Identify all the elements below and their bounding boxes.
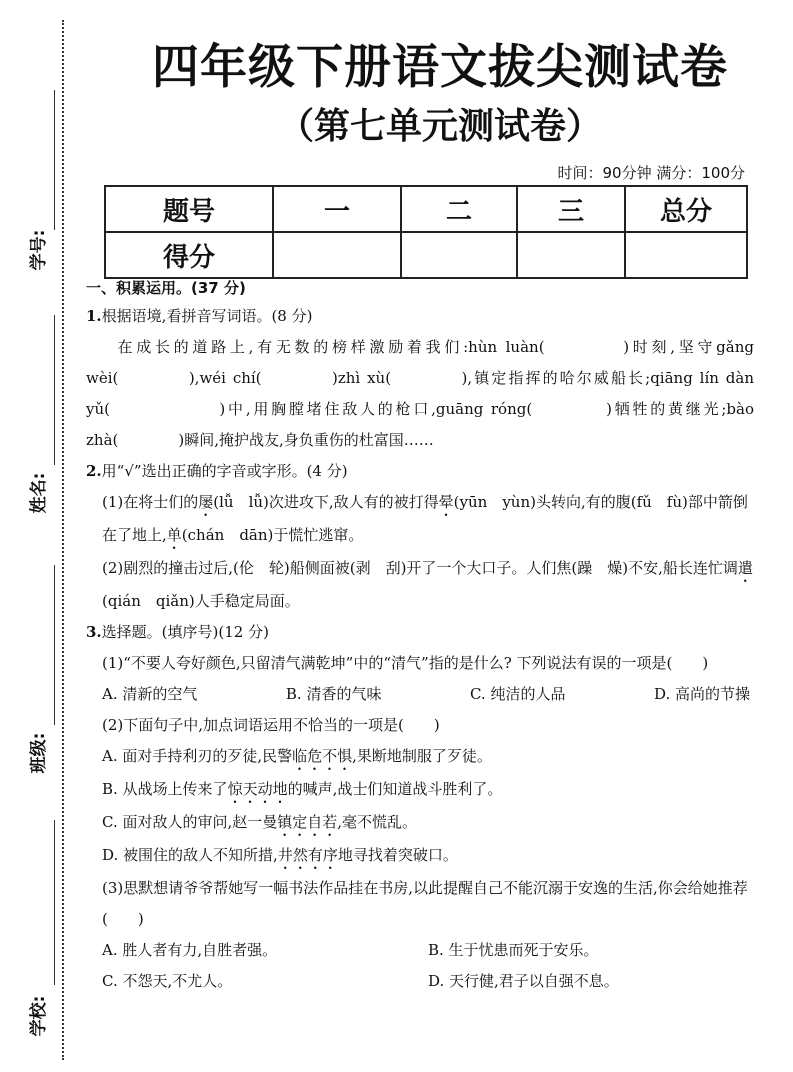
sub-2-option-c xyxy=(86,807,754,840)
exam-time-and-score: 时间：90分钟 满分：100分 xyxy=(557,164,745,182)
dotted-phrase: 镇定自若 xyxy=(277,813,338,831)
text-run: (yūn yùn)头转向,有的腹(fǔ fù)部中箭倒在了地上, xyxy=(102,493,748,544)
question-2-part-1 xyxy=(86,487,754,553)
text-run: (qián qiǎn)人手稳定局面。 xyxy=(102,592,300,610)
question-3-sub-2: (2)下面句子中,加点词语运用不恰当的一项是( ) xyxy=(102,716,440,734)
score-table-cell: 得分 xyxy=(105,232,273,278)
dotted-char: 遣 xyxy=(737,559,753,577)
text-run: (2)剧烈的撞击过后,(伦 轮)船侧面被(剥 刮)开了一个大口子。人们焦(躁 燥)不安,船长连忙调 xyxy=(102,559,738,577)
text-run: ,毫不慌乱。 xyxy=(337,813,418,831)
option-c: C. 不怨天,不尤人。 xyxy=(102,972,233,990)
side-field-student-no xyxy=(14,80,58,270)
score-table-cell: 二 xyxy=(401,186,517,232)
question-text: 用“√”选出正确的字音或字形。(4 分) xyxy=(101,462,348,480)
question-text: 选择题。(填序号)(12 分) xyxy=(101,623,269,641)
name-label: 姓名: xyxy=(28,472,49,514)
text-run: (lǚ lǚ)次进攻下,敌人有的被打得 xyxy=(213,493,439,511)
question-3-sub-1: (1)“不要人夸好颜色,只留清气满乾坤”中的“清气”指的是什么? 下列说法有误的一项是( ) xyxy=(102,654,709,672)
question-text: 根据语境,看拼音写词语。(8 分) xyxy=(101,307,313,325)
binding-dotted-line xyxy=(62,20,64,1060)
side-field-name xyxy=(14,315,58,515)
school-write-line xyxy=(54,820,55,985)
question-2-part-2 xyxy=(86,553,754,617)
text-run: B. 从战场上传来了 xyxy=(102,780,228,798)
page-subtitle: （第七单元测试卷） xyxy=(277,106,602,147)
school-label: 学校: xyxy=(28,995,49,1037)
class-label: 班级: xyxy=(28,732,49,774)
question-1-passage: 在成长的道路上,有无数的榜样激励着我们:hùn luàn( )时刻,坚守gǎng wèi( ),wéi chí( )zhì xù( ),镇定指挥的哈尔威船长;qiāng lín dàn yǔ( )中,用胸膛堵住敌人的枪口,guāng róng( )牺牲的黄继光;bào zhà( )瞬间,掩护战友,身负重伤的杜富国…… xyxy=(86,338,754,449)
student-no-write-line xyxy=(54,90,55,230)
dotted-char: 晕 xyxy=(438,493,454,511)
score-input-cell-3[interactable] xyxy=(517,232,625,278)
class-write-line xyxy=(54,565,55,725)
text-run: (chán dān)于慌忙逃窜。 xyxy=(181,526,364,544)
question-number: 2. xyxy=(86,462,102,480)
option-d: D. 高尚的节操 xyxy=(653,685,750,703)
student-no-label: 学号: xyxy=(28,229,49,271)
text-run: D. 被围住的敌人不知所措, xyxy=(102,846,278,864)
question-3-sub-3-options-row2 xyxy=(86,966,754,997)
score-table-cell: 三 xyxy=(517,186,625,232)
name-write-line xyxy=(54,315,55,465)
sub-2-option-a xyxy=(86,741,754,774)
question-number: 1. xyxy=(86,307,102,325)
dotted-char: 单 xyxy=(166,526,182,544)
option-c: C. 纯洁的人品 xyxy=(469,685,566,703)
score-table-cell: 一 xyxy=(273,186,401,232)
score-table xyxy=(104,185,748,279)
text-run: ,果断地制服了歹徒。 xyxy=(352,747,492,765)
score-table-cell: 题号 xyxy=(105,186,273,232)
option-d: D. 天行健,君子以自强不息。 xyxy=(428,972,619,990)
side-field-school xyxy=(14,820,58,1040)
question-3-sub-1-options xyxy=(86,679,754,710)
text-run: 的喊声,战士们知道战斗胜利了。 xyxy=(287,780,503,798)
score-table-header-row xyxy=(105,186,747,232)
option-b: B. 生于忧患而死于安乐。 xyxy=(428,941,599,959)
question-3-sub-3-options-row1 xyxy=(86,935,754,966)
score-input-cell-1[interactable] xyxy=(273,232,401,278)
question-1-title xyxy=(86,301,754,332)
dotted-phrase: 井然有序 xyxy=(277,846,338,864)
text-run: A. 面对手持利刃的歹徒,民警 xyxy=(102,747,293,765)
question-2-title xyxy=(86,456,754,487)
side-field-class xyxy=(14,565,58,775)
dotted-char: 屡 xyxy=(198,493,214,511)
question-3-sub-3: (3)思默想请爷爷帮她写一幅书法作品挂在书房,以此提醒自己不能沉溺于安逸的生活,你会给她推荐( ) xyxy=(102,879,748,928)
page-title: 四年级下册语文拔尖测试卷 xyxy=(152,40,728,95)
question-3-title xyxy=(86,617,754,648)
score-input-cell-2[interactable] xyxy=(401,232,517,278)
sub-2-option-d xyxy=(86,840,754,873)
text-run: C. 面对敌人的审问,赵一曼 xyxy=(102,813,278,831)
dotted-phrase: 惊天动地 xyxy=(227,780,288,798)
sub-2-option-b xyxy=(86,774,754,807)
text-run: (1)在将士们的 xyxy=(102,493,199,511)
dotted-phrase: 临危不惧 xyxy=(292,747,353,765)
score-table-score-row xyxy=(105,232,747,278)
question-number: 3. xyxy=(86,623,102,641)
score-table-cell: 总分 xyxy=(625,186,747,232)
section-heading-1: 一、积累运用。(37 分) xyxy=(86,279,246,297)
option-b: B. 清香的气味 xyxy=(285,685,382,703)
text-run: 地寻找着突破口。 xyxy=(337,846,458,864)
exam-content xyxy=(86,275,754,997)
option-a: A. 清新的空气 xyxy=(102,685,198,703)
score-input-cell-total[interactable] xyxy=(625,232,747,278)
option-a: A. 胜人者有力,自胜者强。 xyxy=(102,941,278,959)
